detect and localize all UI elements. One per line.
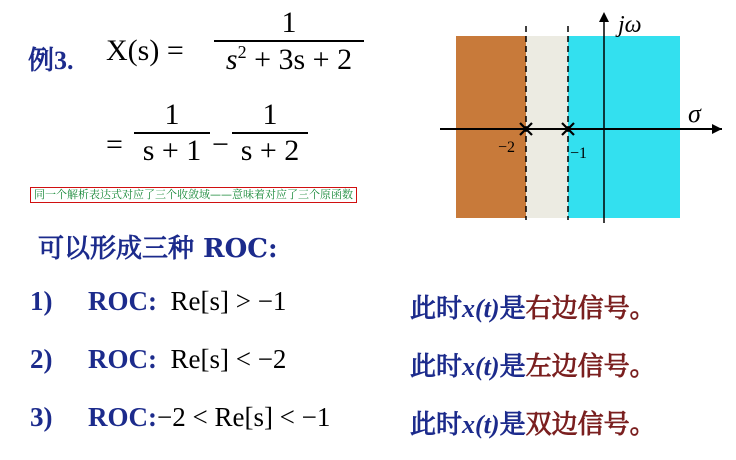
sig-kind: 左边信号。 (525, 352, 656, 382)
term2-denominator: s + 2 (240, 134, 300, 167)
sig-x: x(t) (462, 352, 500, 381)
roc-label: ROC: (88, 344, 157, 374)
sig-is: 是 (499, 410, 526, 440)
sig-kind: 右边信号。 (525, 294, 656, 324)
term2-numerator: 1 (262, 98, 278, 131)
equation2-eq: = (106, 128, 123, 161)
pole2-label: −1 (570, 145, 588, 162)
annotation-note: 同一个解析表达式对应了三个收敛域——意味着对应了三个原函数 (30, 187, 357, 203)
roc-label: ROC: (88, 402, 157, 432)
fraction-term1 (134, 98, 210, 168)
sig-kind: 双边信号。 (525, 410, 656, 440)
den-rest: + 3s + 2 (246, 43, 353, 76)
signal-type-1 (410, 288, 656, 325)
fraction-main-denominator (214, 42, 364, 77)
example-label: 例3. (28, 46, 74, 75)
row-number: 1) (30, 286, 53, 316)
sig-prefix: 此时 (410, 410, 463, 440)
den-base: s (225, 43, 238, 76)
row-number: 3) (30, 402, 53, 432)
sig-prefix: 此时 (410, 294, 463, 324)
signal-type-3 (410, 404, 656, 441)
den-exponent: 2 (237, 42, 247, 62)
sig-x: x(t) (462, 410, 500, 439)
equation2-minus: − (212, 128, 229, 161)
row-number: 2) (30, 344, 53, 374)
region-right (568, 36, 680, 218)
fraction-main-numerator: 1 (281, 6, 297, 39)
roc-heading: 可以形成三种 ROC: (38, 234, 278, 264)
region-middle (526, 36, 568, 218)
real-axis-label: σ (688, 99, 701, 128)
roc-condition: −2 < Re[s] < −1 (157, 402, 331, 432)
fraction-term2 (232, 98, 308, 168)
fraction-main (214, 6, 364, 77)
roc-row-1 (30, 286, 286, 317)
signal-type-2 (410, 346, 656, 383)
real-axis-arrow (712, 124, 722, 134)
term1-numerator: 1 (164, 98, 180, 131)
region-left (456, 36, 526, 218)
sig-is: 是 (499, 294, 526, 324)
s-plane-diagram (436, 8, 726, 223)
pole1-label: −2 (498, 139, 516, 156)
imag-axis-arrow (599, 12, 609, 22)
roc-row-2 (30, 344, 286, 375)
roc-row-3 (30, 402, 330, 433)
sig-prefix: 此时 (410, 352, 463, 382)
sig-is: 是 (499, 352, 526, 382)
imag-axis-label: jω (618, 12, 642, 38)
roc-condition: Re[s] < −2 (170, 344, 287, 374)
roc-condition: Re[s] > −1 (170, 286, 287, 316)
term1-denominator: s + 1 (142, 134, 202, 167)
roc-label: ROC: (88, 286, 157, 316)
sig-x: x(t) (462, 294, 500, 323)
equation-lhs: X(s) = (106, 34, 184, 67)
